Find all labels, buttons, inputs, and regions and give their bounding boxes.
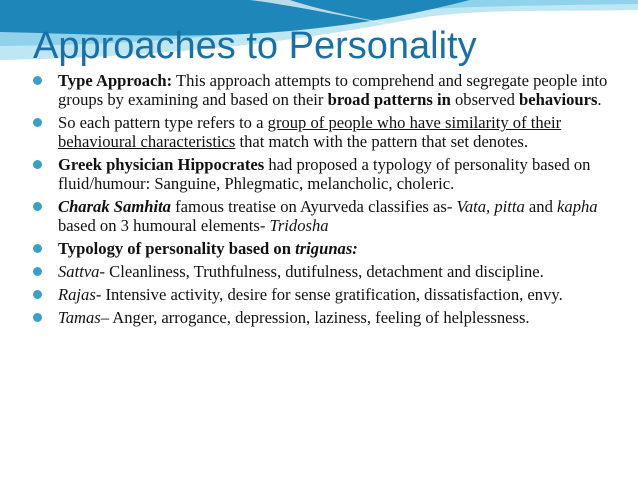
bullet-item — [30, 113, 610, 151]
bullet-text-segment: broad patterns in — [327, 90, 451, 109]
bullet-text-segment: Rajas — [58, 285, 96, 304]
bullet-dot-icon — [33, 118, 42, 127]
bullet-item — [30, 308, 610, 327]
bullet-text-segment: and — [524, 197, 558, 216]
slide-title: Approaches to Personality — [33, 25, 477, 67]
bullet-item — [30, 239, 610, 258]
bullet-dot-icon — [33, 290, 42, 299]
bullet-text-segment: kapha — [557, 197, 598, 216]
bullet-text-segment: behaviours — [519, 90, 598, 109]
bullet-list — [30, 71, 610, 331]
bullet-text-segment: Type Approach: — [58, 71, 173, 90]
bullet-text-segment: Vata, pitta — [456, 197, 525, 216]
bullet-text-segment: famous treatise on Ayurveda classifies as- — [170, 197, 457, 216]
wave-white-streak-2 — [455, 11, 638, 22]
bullet-dot-icon — [33, 244, 42, 253]
bullet-item — [30, 197, 610, 235]
bullet-item — [30, 285, 610, 304]
bullet-text-segment: group of people who have similarity of their behavioural characteristics — [58, 113, 562, 151]
bullet-text-segment: Typology of personality based on — [58, 239, 296, 258]
bullet-dot-icon — [33, 76, 42, 85]
bullet-text-segment: observed — [450, 90, 520, 109]
bullet-text-segment: . — [597, 90, 602, 109]
bullet-text-segment: Sattva — [58, 262, 100, 281]
bullet-dot-icon — [33, 267, 42, 276]
bullet-text-segment: Greek physician Hippocrates — [58, 155, 265, 174]
bullet-text-segment: Charak Samhita — [58, 197, 171, 216]
bullet-item — [30, 262, 610, 281]
bullet-dot-icon — [33, 160, 42, 169]
bullet-text-segment: Tridosha — [269, 216, 329, 235]
bullet-dot-icon — [33, 313, 42, 322]
bullet-item — [30, 71, 610, 109]
bullet-dot-icon — [33, 202, 42, 211]
bullet-text-segment: - Cleanliness, Truthfulness, dutifulness, detachment and discipline. — [99, 262, 544, 281]
bullet-text-segment: had proposed a typology of personality based on fluid/humour: Sanguine, Phlegmatic, melancholic, choleric. — [58, 155, 591, 193]
bullet-text-segment: based on 3 humoural elements- — [58, 216, 270, 235]
bullet-text-segment: So each pattern type refers to a — [58, 113, 268, 132]
bullet-text-segment: trigunas: — [295, 239, 358, 258]
bullet-text-segment: This approach attempts to comprehend and segregate people into groups by examining and based on their — [58, 71, 608, 109]
bullet-text-segment: – Anger, arrogance, depression, laziness, feeling of helplessness. — [100, 308, 530, 327]
bullet-text-segment: - Intensive activity, desire for sense gratification, dissatisfaction, envy. — [95, 285, 563, 304]
bullet-text-segment: Tamas — [58, 308, 101, 327]
bullet-text-segment: that match with the pattern that set denotes. — [235, 132, 528, 151]
bullet-item — [30, 155, 610, 193]
